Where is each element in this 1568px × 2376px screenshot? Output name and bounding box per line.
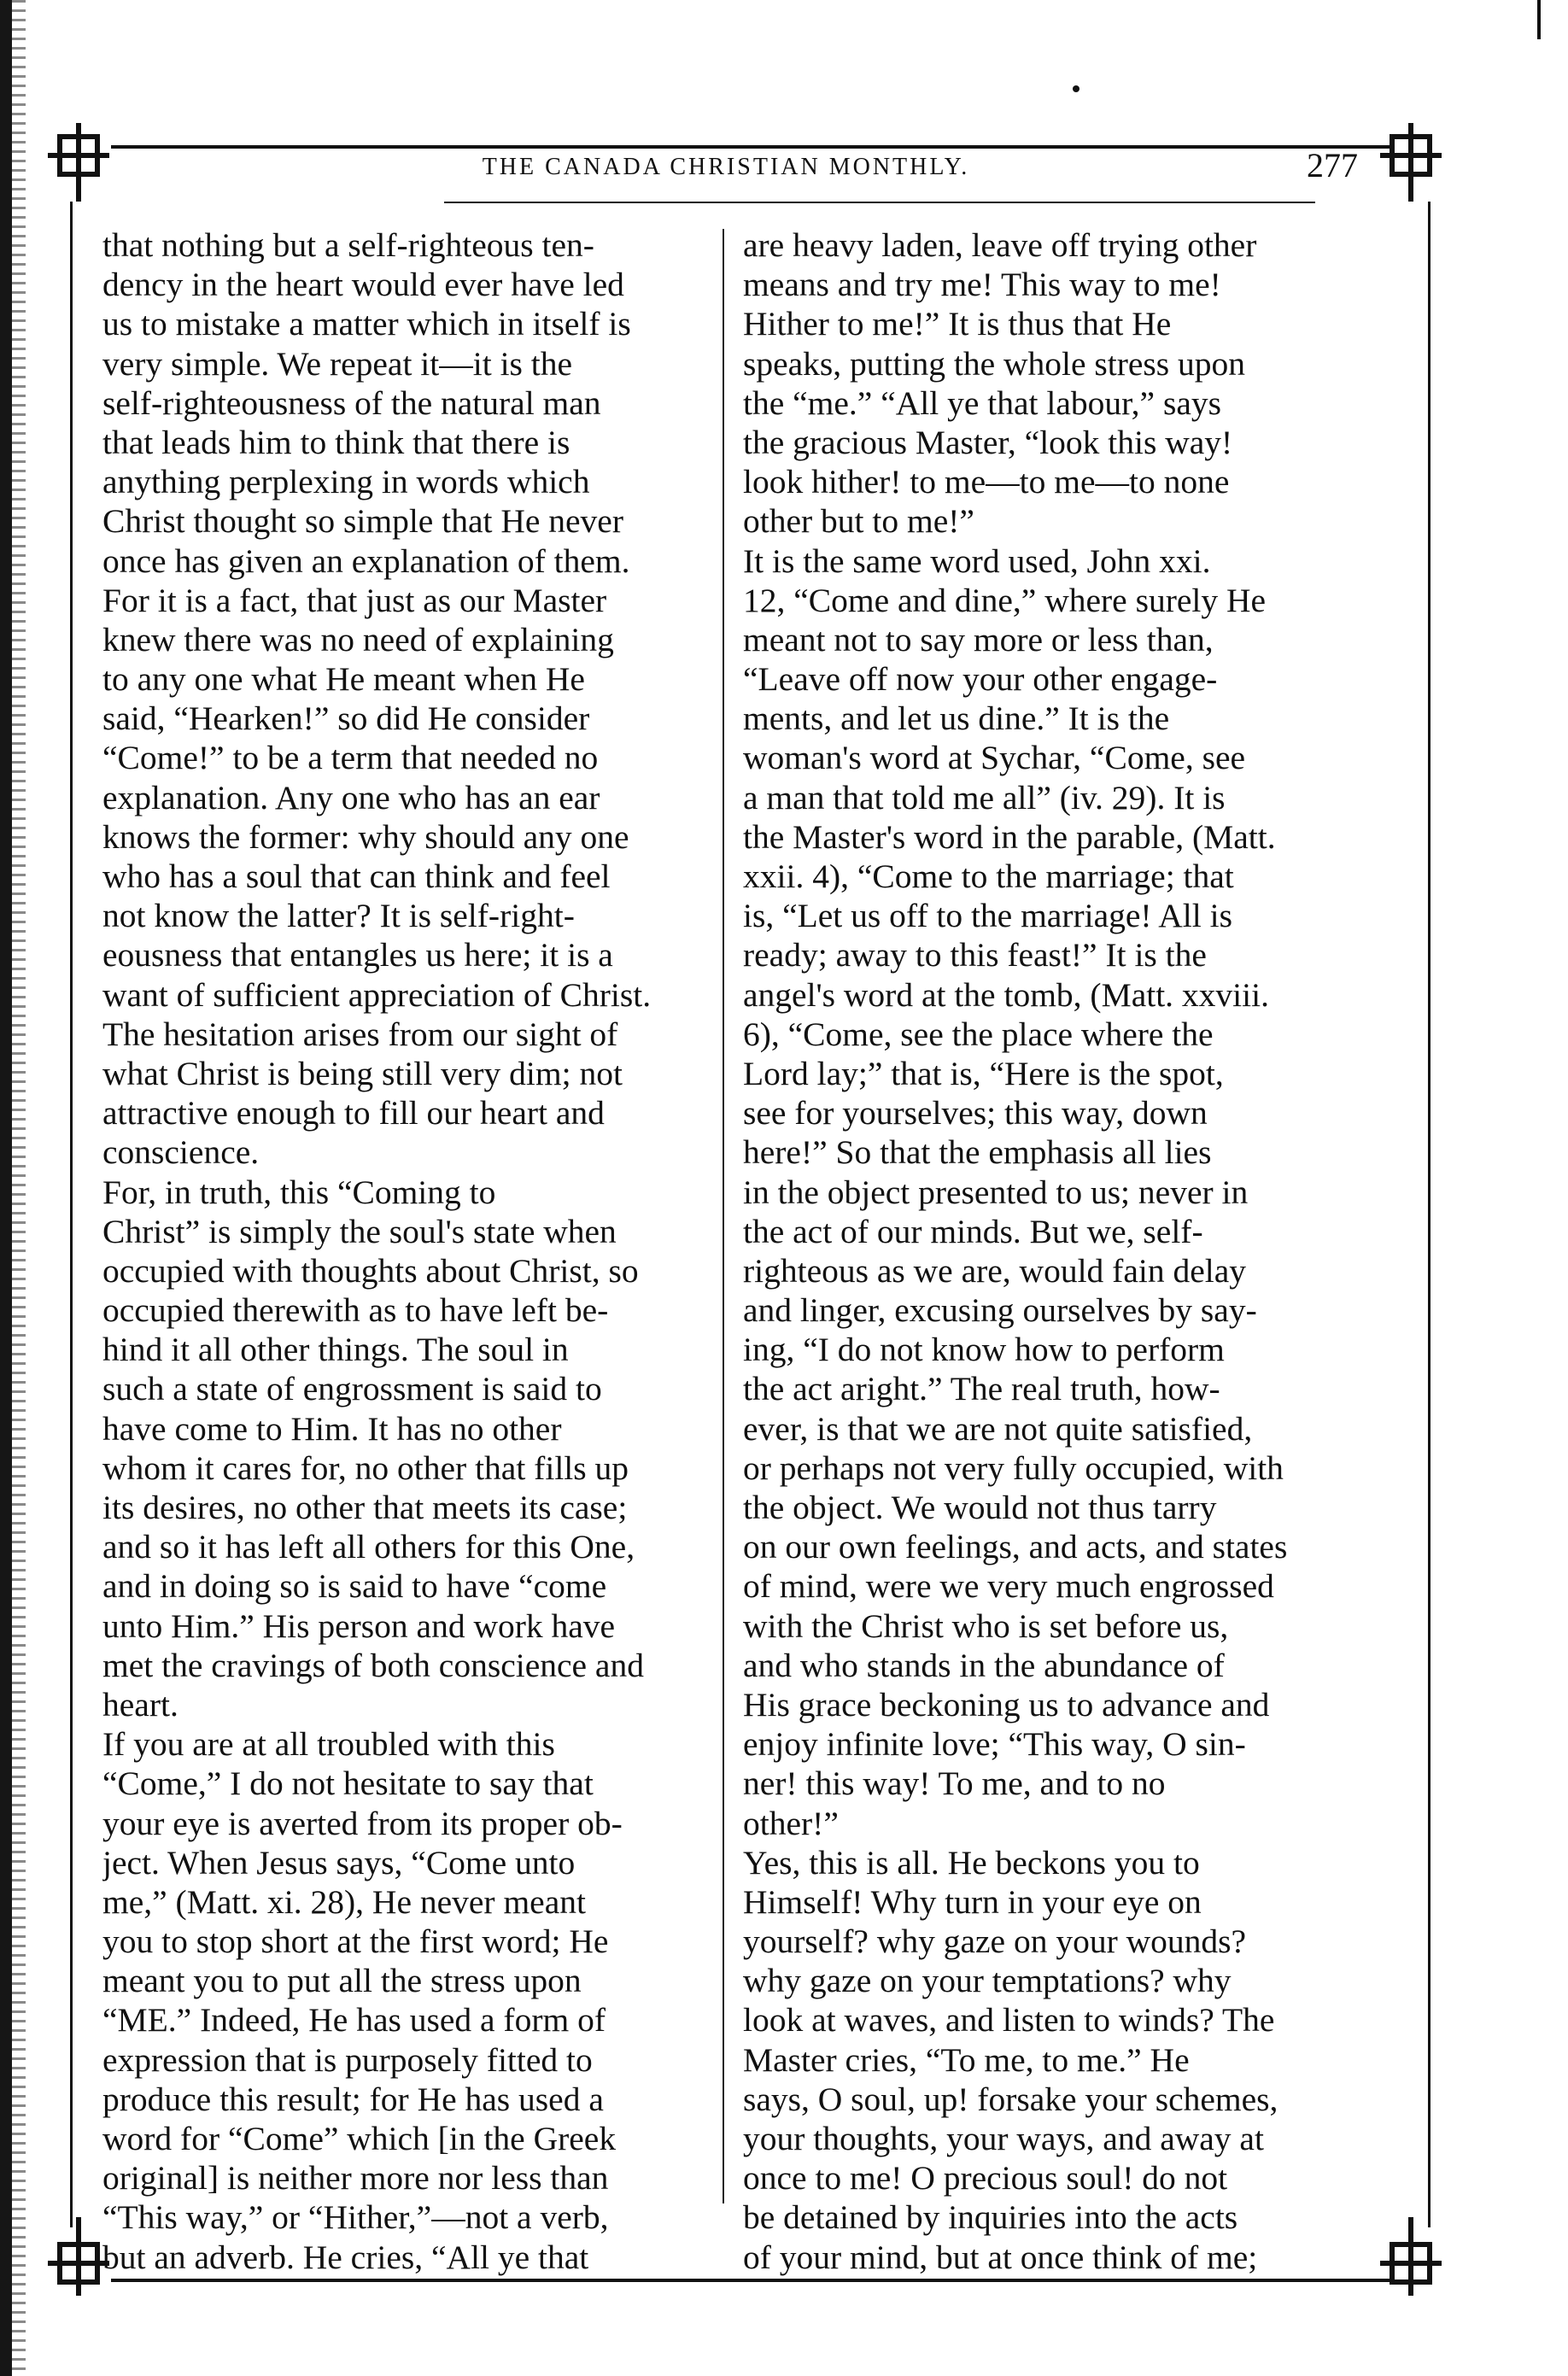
- text-line: who has a soul that can think and feel: [102, 857, 611, 895]
- text-line: are heavy laden, leave off trying other: [743, 226, 1257, 264]
- text-line: knew there was no need of explaining: [102, 620, 614, 658]
- page-number: 277: [1307, 146, 1358, 184]
- text-line: Master cries, “To me, to me.” He: [743, 2040, 1190, 2079]
- text-line: but an adverb. He cries, “All ye that: [102, 2238, 589, 2276]
- text-line: and so it has left all others for this One,: [102, 1528, 635, 1566]
- text-line: expression that is purposely fitted to: [102, 2040, 593, 2079]
- corner-ornament-top-left: [44, 118, 130, 203]
- running-head: THE CANADA CHRISTIAN MONTHLY.: [482, 154, 970, 180]
- text-line: explanation. Any one who has an ear: [102, 778, 600, 816]
- text-line: the gracious Master, “look this way!: [743, 423, 1233, 461]
- text-line: “This way,” or “Hither,”—not a verb,: [102, 2198, 609, 2237]
- text-line: said, “Hearken!” so did He consider: [102, 699, 590, 738]
- text-line: means and try me! This way to me!: [743, 266, 1221, 304]
- text-line: occupied therewith as to have left be-: [102, 1291, 609, 1330]
- text-line: Hither to me!” It is thus that He: [743, 305, 1172, 343]
- text-line: and linger, excusing ourselves by say-: [743, 1291, 1257, 1330]
- text-line: ject. When Jesus says, “Come unto: [102, 1843, 576, 1881]
- text-line: whom it cares for, no other that fills up: [102, 1448, 629, 1487]
- book-spine-edge: [0, 0, 12, 2376]
- text-line: met the cravings of both conscience and: [102, 1646, 644, 1684]
- text-line: the act of our minds. But we, self-: [743, 1212, 1203, 1250]
- text-line: not know the latter? It is self-right-: [102, 897, 575, 935]
- text-line: that leads him to think that there is: [102, 423, 570, 461]
- text-line: For, in truth, this “Coming to: [102, 1173, 496, 1211]
- text-line: “Come!” to be a term that needed no: [102, 739, 599, 777]
- text-line: If you are at all troubled with this: [102, 1725, 555, 1764]
- text-line: heart.: [102, 1685, 178, 1723]
- text-line: and in doing so is said to have “come: [102, 1567, 607, 1606]
- text-line: The hesitation arises from our sight of: [102, 1015, 618, 1053]
- footer-rule: [111, 2279, 1392, 2282]
- text-line: ing, “I do not know how to perform: [743, 1331, 1225, 1369]
- text-line: meant you to put all the stress upon: [102, 1962, 582, 2000]
- header-rule: [111, 145, 1392, 149]
- text-line: word for “Come” which [in the Greek: [102, 2120, 617, 2157]
- text-line: Christ thought so simple that He never: [102, 502, 623, 541]
- text-line: here!” So that the emphasis all lies: [743, 1133, 1212, 1172]
- text-line: occupied with thoughts about Christ, so: [102, 1251, 639, 1290]
- text-line: says, O soul, up! forsake your schemes,: [743, 2080, 1278, 2118]
- text-line: attractive enough to fill our heart and: [102, 1094, 605, 1132]
- text-line: to any one what He meant when He: [102, 660, 585, 699]
- text-line: unto Him.” His person and work have: [102, 1606, 616, 1645]
- text-line: “Come,” I do not hesitate to say that: [102, 1764, 594, 1803]
- text-line: 12, “Come and dine,” where surely He: [743, 581, 1267, 619]
- text-line: your eye is averted from its proper ob-: [102, 1804, 623, 1842]
- text-line: have come to Him. It has no other: [102, 1409, 562, 1448]
- text-line: what Christ is being still very dim; not: [102, 1054, 623, 1092]
- text-line: “ME.” Indeed, He has used a form of: [102, 2001, 606, 2039]
- text-line: meant not to say more or less than,: [743, 620, 1214, 658]
- text-line: why gaze on your temptations? why: [743, 1962, 1232, 2000]
- text-line: the object. We would not thus tarry: [743, 1489, 1217, 1526]
- gutter-shadow: [12, 0, 26, 2376]
- text-line: once to me! O precious soul! do not: [743, 2159, 1228, 2198]
- left-border-rule: [70, 202, 73, 2227]
- text-line: Yes, this is all. He beckons you to: [743, 1843, 1200, 1881]
- scan-mark: [1537, 0, 1541, 39]
- text-line: “Leave off now your other engage-: [743, 660, 1218, 699]
- text-line: us to mistake a matter which in itself is: [102, 305, 631, 343]
- text-line: original] is neither more nor less than: [102, 2159, 609, 2198]
- text-line: and who stands in the abundance of: [743, 1646, 1225, 1684]
- text-line: 6), “Come, see the place where the: [743, 1015, 1214, 1053]
- text-line: conscience.: [102, 1133, 260, 1172]
- text-line: a man that told me all” (iv. 29). It is: [743, 778, 1226, 816]
- text-line: with the Christ who is set before us,: [743, 1606, 1229, 1645]
- text-column-left: [102, 225, 734, 2277]
- text-line: Lord lay;” that is, “Here is the spot,: [743, 1054, 1224, 1092]
- text-line: its desires, no other that meets its case;: [102, 1489, 628, 1526]
- text-line: eousness that entangles us here; it is a: [102, 936, 613, 974]
- text-line: For it is a fact, that just as our Master: [102, 581, 607, 619]
- text-line: ner! this way! To me, and to no: [743, 1764, 1166, 1803]
- text-line: produce this result; for He has used a: [102, 2080, 604, 2118]
- text-line: xxii. 4), “Come to the marriage; that: [743, 857, 1234, 895]
- text-line: yourself? why gaze on your wounds?: [743, 1922, 1247, 1961]
- text-line: ments, and let us dine.” It is the: [743, 699, 1170, 738]
- text-line: Himself! Why turn in your eye on: [743, 1882, 1202, 1921]
- text-line: the “me.” “All ye that labour,” says: [743, 383, 1221, 422]
- text-line: Christ” is simply the soul's state when: [102, 1212, 617, 1250]
- text-line: other but to me!”: [743, 502, 974, 541]
- text-line: ready; away to this feast!” It is the: [743, 936, 1207, 974]
- text-line: self-righteousness of the natural man: [102, 383, 601, 422]
- text-line: hind it all other things. The soul in: [102, 1331, 569, 1369]
- text-line: speaks, putting the whole stress upon: [743, 344, 1246, 383]
- text-line: be detained by inquiries into the acts: [743, 2198, 1238, 2237]
- text-line: It is the same word used, John xxi.: [743, 541, 1211, 580]
- text-line: of your mind, but at once think of me;: [743, 2238, 1258, 2276]
- text-line: anything perplexing in words which: [102, 463, 590, 501]
- text-line: that nothing but a self-righteous ten-: [102, 226, 594, 264]
- text-column-right: [743, 225, 1375, 2277]
- text-line: in the object presented to us; never in: [743, 1173, 1249, 1211]
- text-line: enjoy infinite love; “This way, O sin-: [743, 1725, 1246, 1764]
- text-line: look at waves, and listen to winds? The: [743, 2001, 1275, 2039]
- text-line: such a state of engrossment is said to: [102, 1370, 602, 1408]
- text-line: ever, is that we are not quite satisfied,: [743, 1409, 1253, 1448]
- text-line: knows the former: why should any one: [102, 817, 629, 856]
- scan-speck: [1073, 85, 1079, 92]
- text-line: you to stop short at the first word; He: [102, 1922, 609, 1961]
- text-line: His grace beckoning us to advance and: [743, 1685, 1270, 1723]
- corner-ornament-top-right: [1360, 118, 1445, 203]
- header-underline: [444, 202, 1315, 203]
- text-line: of mind, were we very much engrossed: [743, 1567, 1274, 1606]
- text-line: the act aright.” The real truth, how-: [743, 1370, 1220, 1408]
- text-line: righteous as we are, would fain delay: [743, 1251, 1247, 1290]
- text-line: on our own feelings, and acts, and states: [743, 1528, 1288, 1566]
- text-line: the Master's word in the parable, (Matt.: [743, 817, 1276, 856]
- text-line: your thoughts, your ways, and away at: [743, 2120, 1264, 2157]
- text-line: me,” (Matt. xi. 28), He never meant: [102, 1882, 586, 1921]
- text-line: want of sufficient appreciation of Christ.: [102, 975, 652, 1014]
- text-line: woman's word at Sychar, “Come, see: [743, 739, 1246, 777]
- text-line: other!”: [743, 1804, 839, 1842]
- text-line: once has given an explanation of them.: [102, 541, 630, 580]
- text-line: look hither! to me—to me—to none: [743, 463, 1230, 501]
- text-line: is, “Let us off to the marriage! All is: [743, 897, 1232, 935]
- text-line: dency in the heart would ever have led: [102, 266, 624, 304]
- text-line: very simple. We repeat it—it is the: [102, 344, 573, 383]
- text-line: see for yourselves; this way, down: [743, 1094, 1208, 1132]
- text-line: angel's word at the tomb, (Matt. xxviii.: [743, 975, 1269, 1014]
- right-border-rule: [1428, 202, 1431, 2227]
- text-line: or perhaps not very fully occupied, with: [743, 1448, 1284, 1487]
